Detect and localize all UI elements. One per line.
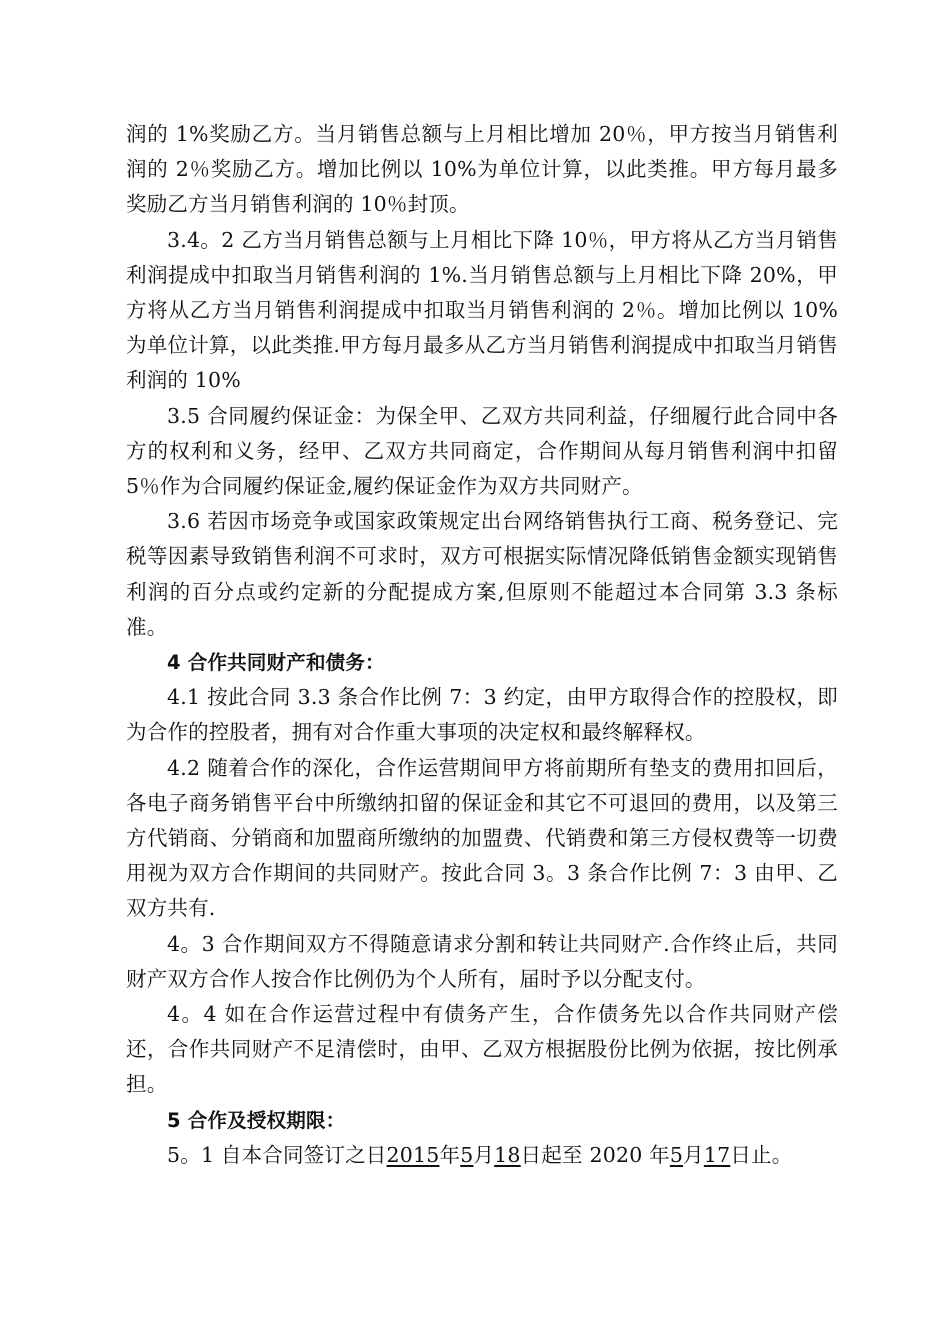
end-day-field: 17 (703, 1142, 731, 1167)
end-month-field: 5 (669, 1142, 684, 1167)
paragraph-4-2: 4.2 随着合作的深化，合作运营期间甲方将前期所有垫支的费用扣回后，各电子商务销售平台中所缴纳扣留的保证金和其它不可退回的费用，以及第三方代销商、分销商和加盟商所缴纳的加盟费、代销费和第三方侵权费等一切费用视为双方合作期间的共同财产。按此合同 3。3 条合作比例 7：3 由甲、乙双方共有. (126, 755, 838, 921)
paragraph-3-4-1-continued: 润的 1%奖励乙方。当月销售总额与上月相比增加 20％，甲方按当月销售利润的 2％奖励乙方。增加比例以 10%为单位计算，以此类推。甲方每月最多奖励乙方当月销售利润的 10％封顶。 (126, 122, 838, 217)
paragraph-3-6: 3.6 若因市场竞争或国家政策规定出台网络销售执行工商、税务登记、完税等因素导致销售利润不可求时，双方可根据实际情况降低销售金额实现销售利润的百分点或约定新的分配提成方案,但原则不能超过本合同第 3.3 条标准。 (126, 509, 838, 639)
paragraph-5-1-prefix: 5。1 自本合同签订之日 (167, 1142, 387, 1167)
section-heading-4: 4 合作共同财产和债务： (167, 651, 385, 675)
paragraph-3-4-2: 3.4。2 乙方当月销售总额与上月相比下降 10％，甲方将从乙方当月销售利润提成中扣取当月销售利润的 1%.当月销售总额与上月相比下降 20%，甲方将从乙方当月销售利润提成中扣取当月销售利润的 2％。增加比例以 10%为单位计算，以此类推.甲方每月最多从乙方当月销售利润提成中扣取当月销售利润的 10% (126, 227, 838, 393)
year-label: 年 (439, 1142, 461, 1167)
paragraph-5-1 (126, 1138, 838, 1173)
document-body (126, 117, 838, 1173)
paragraph-4-4: 4。4 如在合作运营过程中有债务产生，合作债务先以合作共同财产偿还，合作共同财产不足清偿时，由甲、乙双方根据股份比例为依据，按比例承担。 (126, 1002, 838, 1097)
paragraph-5-1-middle: 日起至 2020 年 (520, 1142, 670, 1167)
start-day-field: 18 (494, 1142, 521, 1167)
start-year-field: 2015 (386, 1142, 440, 1167)
start-month-field: 5 (460, 1142, 474, 1167)
section-heading-5: 5 合作及授权期限： (167, 1108, 346, 1132)
paragraph-3-5: 3.5 合同履约保证金：为保全甲、乙双方共同利益，仔细履行此合同中各方的权利和义务，经甲、乙双方共同商定，合作期间从每月销售利润中扣留 5％作为合同履约保证金,履约保证金作为双方共同财产。 (126, 403, 838, 499)
paragraph-5-1-suffix: 日止。 (730, 1142, 793, 1167)
paragraph-4-1: 4.1 按此合同 3.3 条合作比例 7：3 约定，由甲方取得合作的控股权，即为合作的控股者，拥有对合作重大事项的决定权和最终解释权。 (126, 685, 838, 745)
paragraph-4-3: 4。3 合作期间双方不得随意请求分割和转让共同财产.合作终止后，共同财产双方合作人按合作比例仍为个人所有，届时予以分配支付。 (126, 931, 838, 991)
month-label: 月 (683, 1142, 704, 1167)
month-label: 月 (473, 1142, 495, 1167)
